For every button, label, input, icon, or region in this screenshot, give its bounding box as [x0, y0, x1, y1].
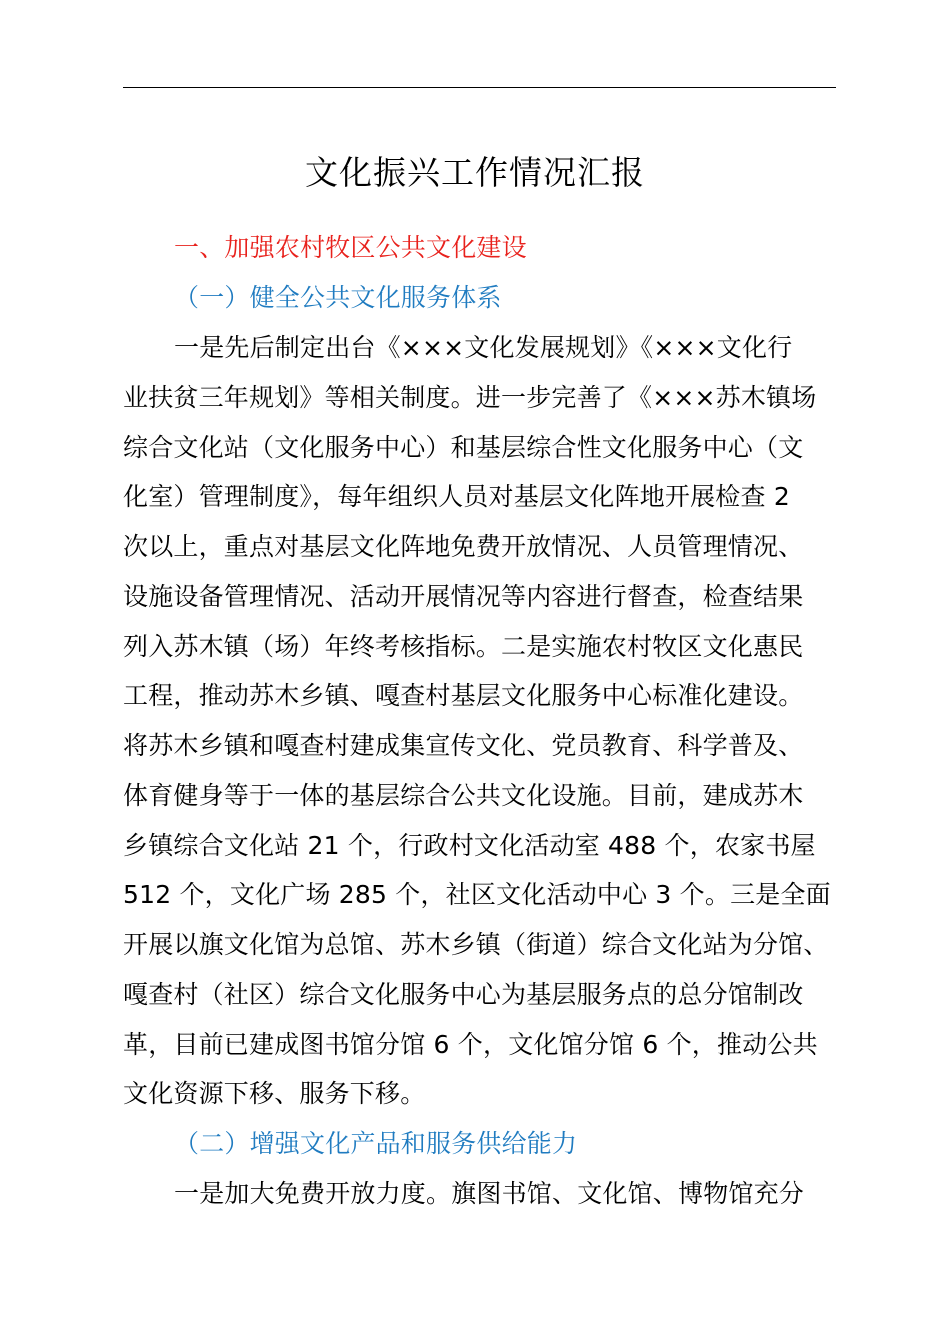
paragraph-line: 嘎查村（社区）综合文化服务中心为基层服务点的总分馆制改 — [123, 980, 804, 1009]
paragraph-line: 设施设备管理情况、活动开展情况等内容进行督查，检查结果 — [123, 582, 804, 611]
paragraph-line: 业扶贫三年规划》等相关制度。进一步完善了《×××苏木镇场 — [123, 383, 817, 412]
header-rule — [123, 87, 836, 88]
paragraph-line: 列入苏木镇（场）年终考核指标。二是实施农村牧区文化惠民 — [123, 632, 804, 661]
paragraph-line: 化室）管理制度》，每年组织人员对基层文化阵地开展检查 2 — [123, 482, 790, 511]
paragraph-line: 一是加大免费开放力度。旗图书馆、文化馆、博物馆充分 — [174, 1179, 805, 1208]
paragraph-line: 文化资源下移、服务下移。 — [123, 1079, 426, 1108]
paragraph-line: 开展以旗文化馆为总馆、苏木乡镇（街道）综合文化站为分馆、 — [123, 930, 829, 959]
paragraph-line: 革，目前已建成图书馆分馆 6 个，文化馆分馆 6 个，推动公共 — [123, 1030, 818, 1059]
paragraph-line: 512 个，文化广场 285 个，社区文化活动中心 3 个。三是全面 — [123, 880, 831, 909]
sub-heading-1: （一）健全公共文化服务体系 — [174, 283, 502, 312]
paragraph-line: 次以上，重点对基层文化阵地免费开放情况、人员管理情况、 — [123, 532, 804, 561]
paragraph-line: 体育健身等于一体的基层综合公共文化设施。目前，建成苏木 — [123, 781, 804, 810]
paragraph-line: 工程，推动苏木乡镇、嘎查村基层文化服务中心标准化建设。 — [123, 681, 804, 710]
section-heading-1: 一、加强农村牧区公共文化建设 — [174, 233, 527, 262]
document-title: 文化振兴工作情况汇报 — [305, 153, 645, 192]
paragraph-line: 乡镇综合文化站 21 个，行政村文化活动室 488 个，农家书屋 — [123, 831, 816, 860]
paragraph-line: 将苏木乡镇和嘎查村建成集宣传文化、党员教育、科学普及、 — [123, 731, 804, 760]
paragraph-line: 一是先后制定出台《×××文化发展规划》《×××文化行 — [174, 333, 793, 362]
sub-heading-2: （二）增强文化产品和服务供给能力 — [174, 1129, 578, 1158]
paragraph-line: 综合文化站（文化服务中心）和基层综合性文化服务中心（文 — [123, 433, 804, 462]
